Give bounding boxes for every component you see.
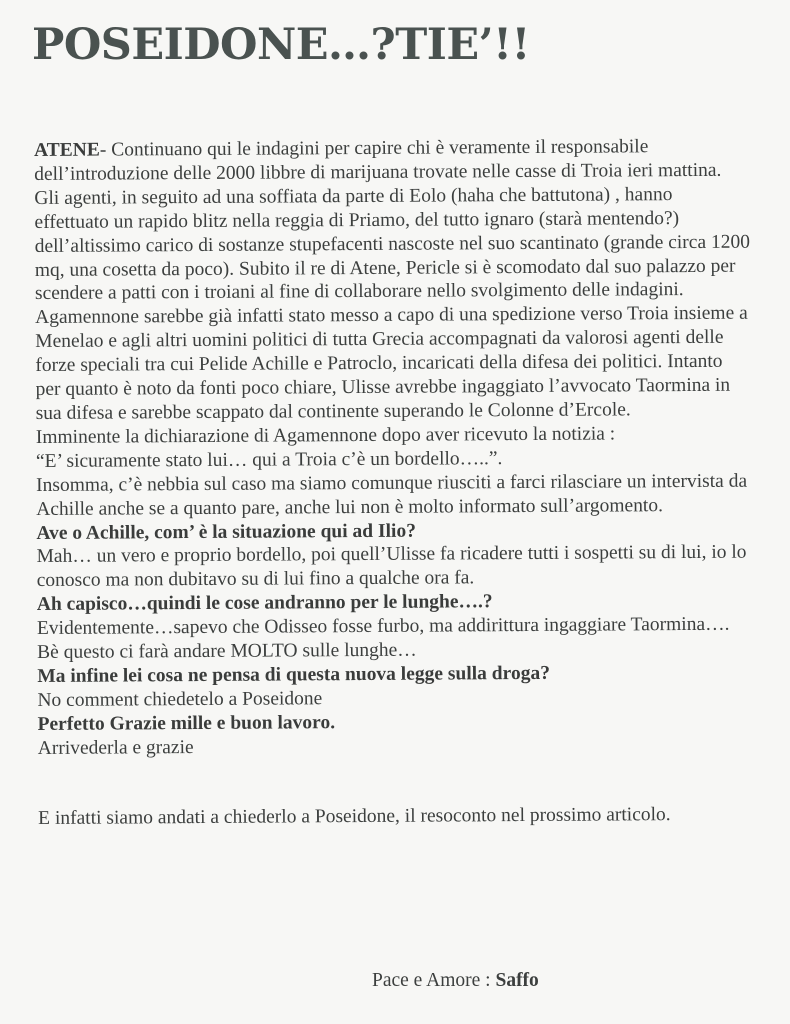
statement-intro: Imminente la dichiarazione di Agamennone dopo aver ricevuto la notizia : bbox=[35, 423, 616, 448]
dateline: ATENE bbox=[34, 139, 100, 161]
signoff-prefix: Pace e Amore : bbox=[372, 970, 496, 991]
interview-answer: Evidentemente…sapevo che Odisseo fosse furbo, ma addirittura ingaggiare Taormina…. Bè questo ci farà andare MOLTO sulle lunghe… bbox=[36, 613, 730, 664]
article-body bbox=[34, 135, 754, 831]
interview-answer: No comment chiedetelo a Poseidone bbox=[37, 688, 323, 711]
spacer bbox=[38, 756, 754, 806]
statement-quote: “E’ sicuramente stato lui… qui a Troia c’è un bordello…..”. bbox=[35, 447, 503, 472]
interview-question: Ave o Achille, com’ è la situazione qui ad Ilio? bbox=[36, 520, 416, 544]
interview-question: Ah capisco…quindi le cose andranno per le lunghe….? bbox=[36, 591, 493, 616]
closing-paragraph: E infatti siamo andati a chiederlo a Poseidone, il resoconto nel prossimo articolo. bbox=[38, 803, 671, 829]
interview-answer: Arrivederla e grazie bbox=[37, 736, 194, 759]
lead-text: - Continuano qui le indagini per capire chi è veramente il responsabile dell’introduzione delle 2000 libbre di marijuana trovate nelle casse di Troia ieri mattina. Gli agenti, in seguito ad una soffiata da parte di Eolo (haha che battutona) , hanno effettuato un rapido blitz nella reggia di Priamo, del tutto ignaro (starà mentendo?) dell’altissimo carico di sostanze stupefacenti nascoste nel suo scantinato (grande circa 1200 mq, una cosetta da poco). Subito il re di Atene, Pericle si è scomodato dal suo palazzo per scendere a patti con i troiani al fine di collaborare nello svolgimento delle indagini. Agamennone sarebbe già infatti stato messo a capo di una spedizione verso Troia insieme a Menelao e agli altri uomini politici di tutta Grecia accompagnati da valorosi agenti delle forze speciali tra cui Pelide Achille e Patroclo, incaricati della difesa dei politici. Intanto per quanto è noto da fonti poco chiare, Ulisse avrebbe ingaggiato l’avvocato Taormina in sua difesa e sarebbe scappato dal continente superando le Colonne d’Ercole. bbox=[34, 136, 751, 424]
author-name: Saffo bbox=[495, 970, 539, 991]
lead-paragraph bbox=[34, 135, 752, 426]
interview-question: Ma infine lei cosa ne pensa di questa nuova legge sulla droga? bbox=[37, 662, 550, 687]
interview-question: Perfetto Grazie mille e buon lavoro. bbox=[37, 711, 336, 735]
article-title: POSEIDONE…?TIE’!! bbox=[32, 20, 530, 70]
interview-intro: Insomma, c’è nebbia sul caso ma siamo comunque riusciti a farci rilasciare un intervista da Achille anche se a quanto pare, anche lui non è molto informato sull’argomento. bbox=[36, 470, 748, 520]
interview-answer: Mah… un vero e proprio bordello, poi quell’Ulisse fa ricadere tutti i sospetti su di lui, io lo conosco ma non dubitavo su di lui fino a qualche ora fa. bbox=[36, 542, 747, 592]
signoff bbox=[372, 970, 539, 992]
